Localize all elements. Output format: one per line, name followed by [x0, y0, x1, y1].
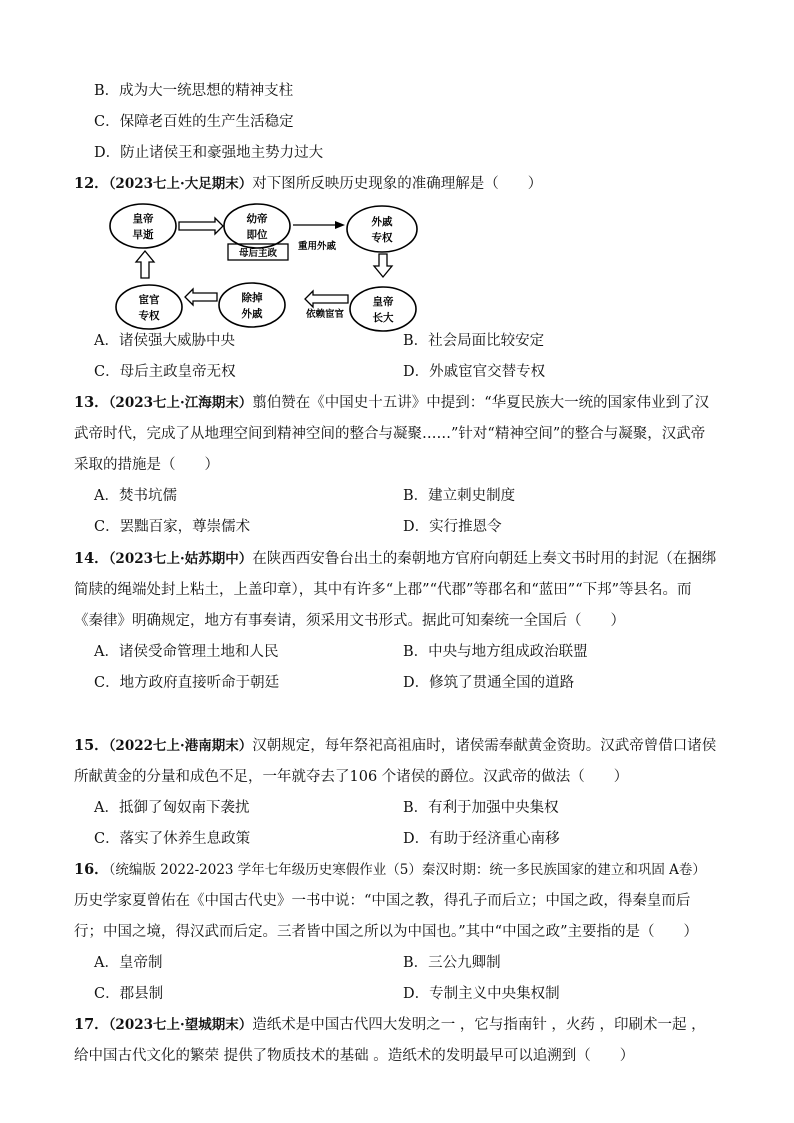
q16-option-c[interactable]: C．郡县制: [94, 986, 164, 1002]
svg-text:外戚: 外戚: [371, 216, 393, 228]
q15-option-c[interactable]: C．落实了休养生息政策: [94, 831, 251, 847]
arrow-down: [374, 254, 392, 277]
q14-option-a[interactable]: A．诸侯受命管理土地和人民: [94, 644, 279, 660]
q12-option-d[interactable]: D．外戚宦官交替专权: [403, 364, 546, 380]
svg-text:宦官: 宦官: [138, 294, 160, 306]
question-17-line2: 给中国古代文化的繁荣 提供了物质技术的基础 。造纸术的发明最早可以追溯到（ ）: [74, 1048, 635, 1064]
q15-option-b[interactable]: B．有利于加强中央集权: [403, 800, 559, 816]
question-14-line3: 《秦律》明确规定，地方有事奏请，须采用文书形式。据此可知秦统一全国后（ ）: [74, 613, 625, 629]
svg-text:外戚: 外戚: [241, 308, 263, 320]
q13-option-a[interactable]: A．焚书坑儒: [94, 488, 177, 504]
question-13-stem: 13．（2023七上·江海期末）翦伯赞在《中国史十五讲》中提到：“华夏民族大一统的国家伟业到了汉: [74, 394, 710, 411]
option-c-prev: C．保障老百姓的生产生活稳定: [94, 114, 294, 130]
svg-text:依赖宦官: 依赖宦官: [305, 309, 345, 320]
question-15-line2: 所献黄金的分量和成色不足，一年就夺去了106 个诸侯的爵位。汉武帝的做法（ ）: [74, 769, 629, 785]
question-13-line3: 采取的措施是（ ）: [74, 457, 219, 473]
node-consort-clan-power: [347, 206, 417, 252]
node-emperor-dies-early: [110, 204, 176, 248]
node-emperor-grows-up: [350, 287, 416, 331]
q14-option-b[interactable]: B．中央与地方组成政治联盟: [403, 644, 588, 660]
svg-text:早逝: 早逝: [132, 229, 154, 241]
q13-option-c[interactable]: C．罢黜百家，尊崇儒术: [94, 519, 251, 535]
q16-option-a[interactable]: A．皇帝制: [94, 955, 163, 971]
svg-text:皇帝: 皇帝: [372, 296, 394, 308]
option-b-prev: B．成为大一统思想的精神支柱: [94, 83, 294, 99]
svg-text:重用外戚: 重用外戚: [297, 241, 337, 252]
arrow-left-1: [305, 291, 348, 307]
q14-option-c[interactable]: C．地方政府直接听命于朝廷: [94, 675, 280, 691]
svg-text:母后主政: 母后主政: [238, 248, 278, 259]
svg-text:即位: 即位: [246, 229, 268, 241]
question-13-line2: 武帝时代，完成了从地理空间到精神空间的整合与凝聚……”针对“精神空间”的整合与凝聚，汉武帝: [74, 426, 706, 442]
option-d-prev: D．防止诸侯王和豪强地主势力过大: [94, 145, 324, 161]
q13-option-d[interactable]: D．实行推恩令: [403, 519, 502, 535]
svg-text:幼帝: 幼帝: [246, 213, 268, 225]
question-16-stem: 16．（统编版 2022-2023 学年七年级历史寒假作业（5）秦汉时期：统一多民族国家的建立和巩固 A卷）: [74, 861, 706, 878]
svg-text:皇帝: 皇帝: [132, 213, 154, 225]
question-14-line2: 简牍的绳端处封上粘土，上盖印章），其中有许多“上郡”“代郡”等郡名和“蓝田”“下邦”等县名。而: [74, 582, 692, 598]
svg-text:专权: 专权: [138, 310, 160, 322]
node-eunuch-power: [116, 285, 182, 329]
arrow-up: [136, 251, 154, 278]
q12-option-a[interactable]: A．诸侯强大威胁中央: [94, 333, 235, 349]
question-16-line2: 历史学家夏曾佑在《中国古代史》一书中说：“中国之教，得孔子而后立；中国之政，得秦皇而后: [74, 893, 691, 909]
question-17-stem: 17．（2023七上·望城期末）造纸术是中国古代四大发明之一 ，它与指南针 ，火药 ，印刷术一起 ，: [74, 1016, 706, 1033]
arrow-left-2: [185, 289, 217, 305]
svg-text:长大: 长大: [372, 312, 394, 324]
svg-text:除掉: 除掉: [241, 292, 263, 304]
question-15-stem: 15．（2022七上·港南期末）汉朝规定，每年祭祀高祖庙时，诸侯需奉献黄金资助。汉武帝曾借口诸侯: [74, 737, 717, 754]
arrow-right-1: [179, 218, 223, 234]
node-child-emperor: [224, 204, 290, 248]
question-12-diagram: [105, 202, 445, 337]
question-16-line3: 行；中国之境，得汉武而后定。三者皆中国之所以为中国也。”其中“中国之政”主要指的是（ ）: [74, 924, 698, 940]
question-12-stem: 12．（2023七上·大足期末）对下图所反映历史现象的准确理解是（ ）: [74, 175, 543, 192]
q16-option-b[interactable]: B．三公九卿制: [403, 955, 501, 971]
svg-text:专权: 专权: [371, 232, 393, 244]
q16-option-d[interactable]: D．专制主义中央集权制: [403, 986, 560, 1002]
q15-option-a[interactable]: A．抵御了匈奴南下袭扰: [94, 800, 250, 816]
question-14-stem: 14．（2023七上·姑苏期中）在陕西西安鲁台出土的秦朝地方官府向朝廷上奏文书时用的封泥（在捆绑: [74, 550, 717, 567]
q12-option-b[interactable]: B．社会局面比较安定: [403, 333, 545, 349]
q12-option-c[interactable]: C．母后主政皇帝无权: [94, 364, 236, 380]
q13-option-b[interactable]: B．建立刺史制度: [403, 488, 516, 504]
node-remove-consort-clan: [219, 283, 285, 327]
q15-option-d[interactable]: D．有助于经济重心南移: [403, 831, 560, 847]
q14-option-d[interactable]: D．修筑了贯通全国的道路: [403, 675, 575, 691]
